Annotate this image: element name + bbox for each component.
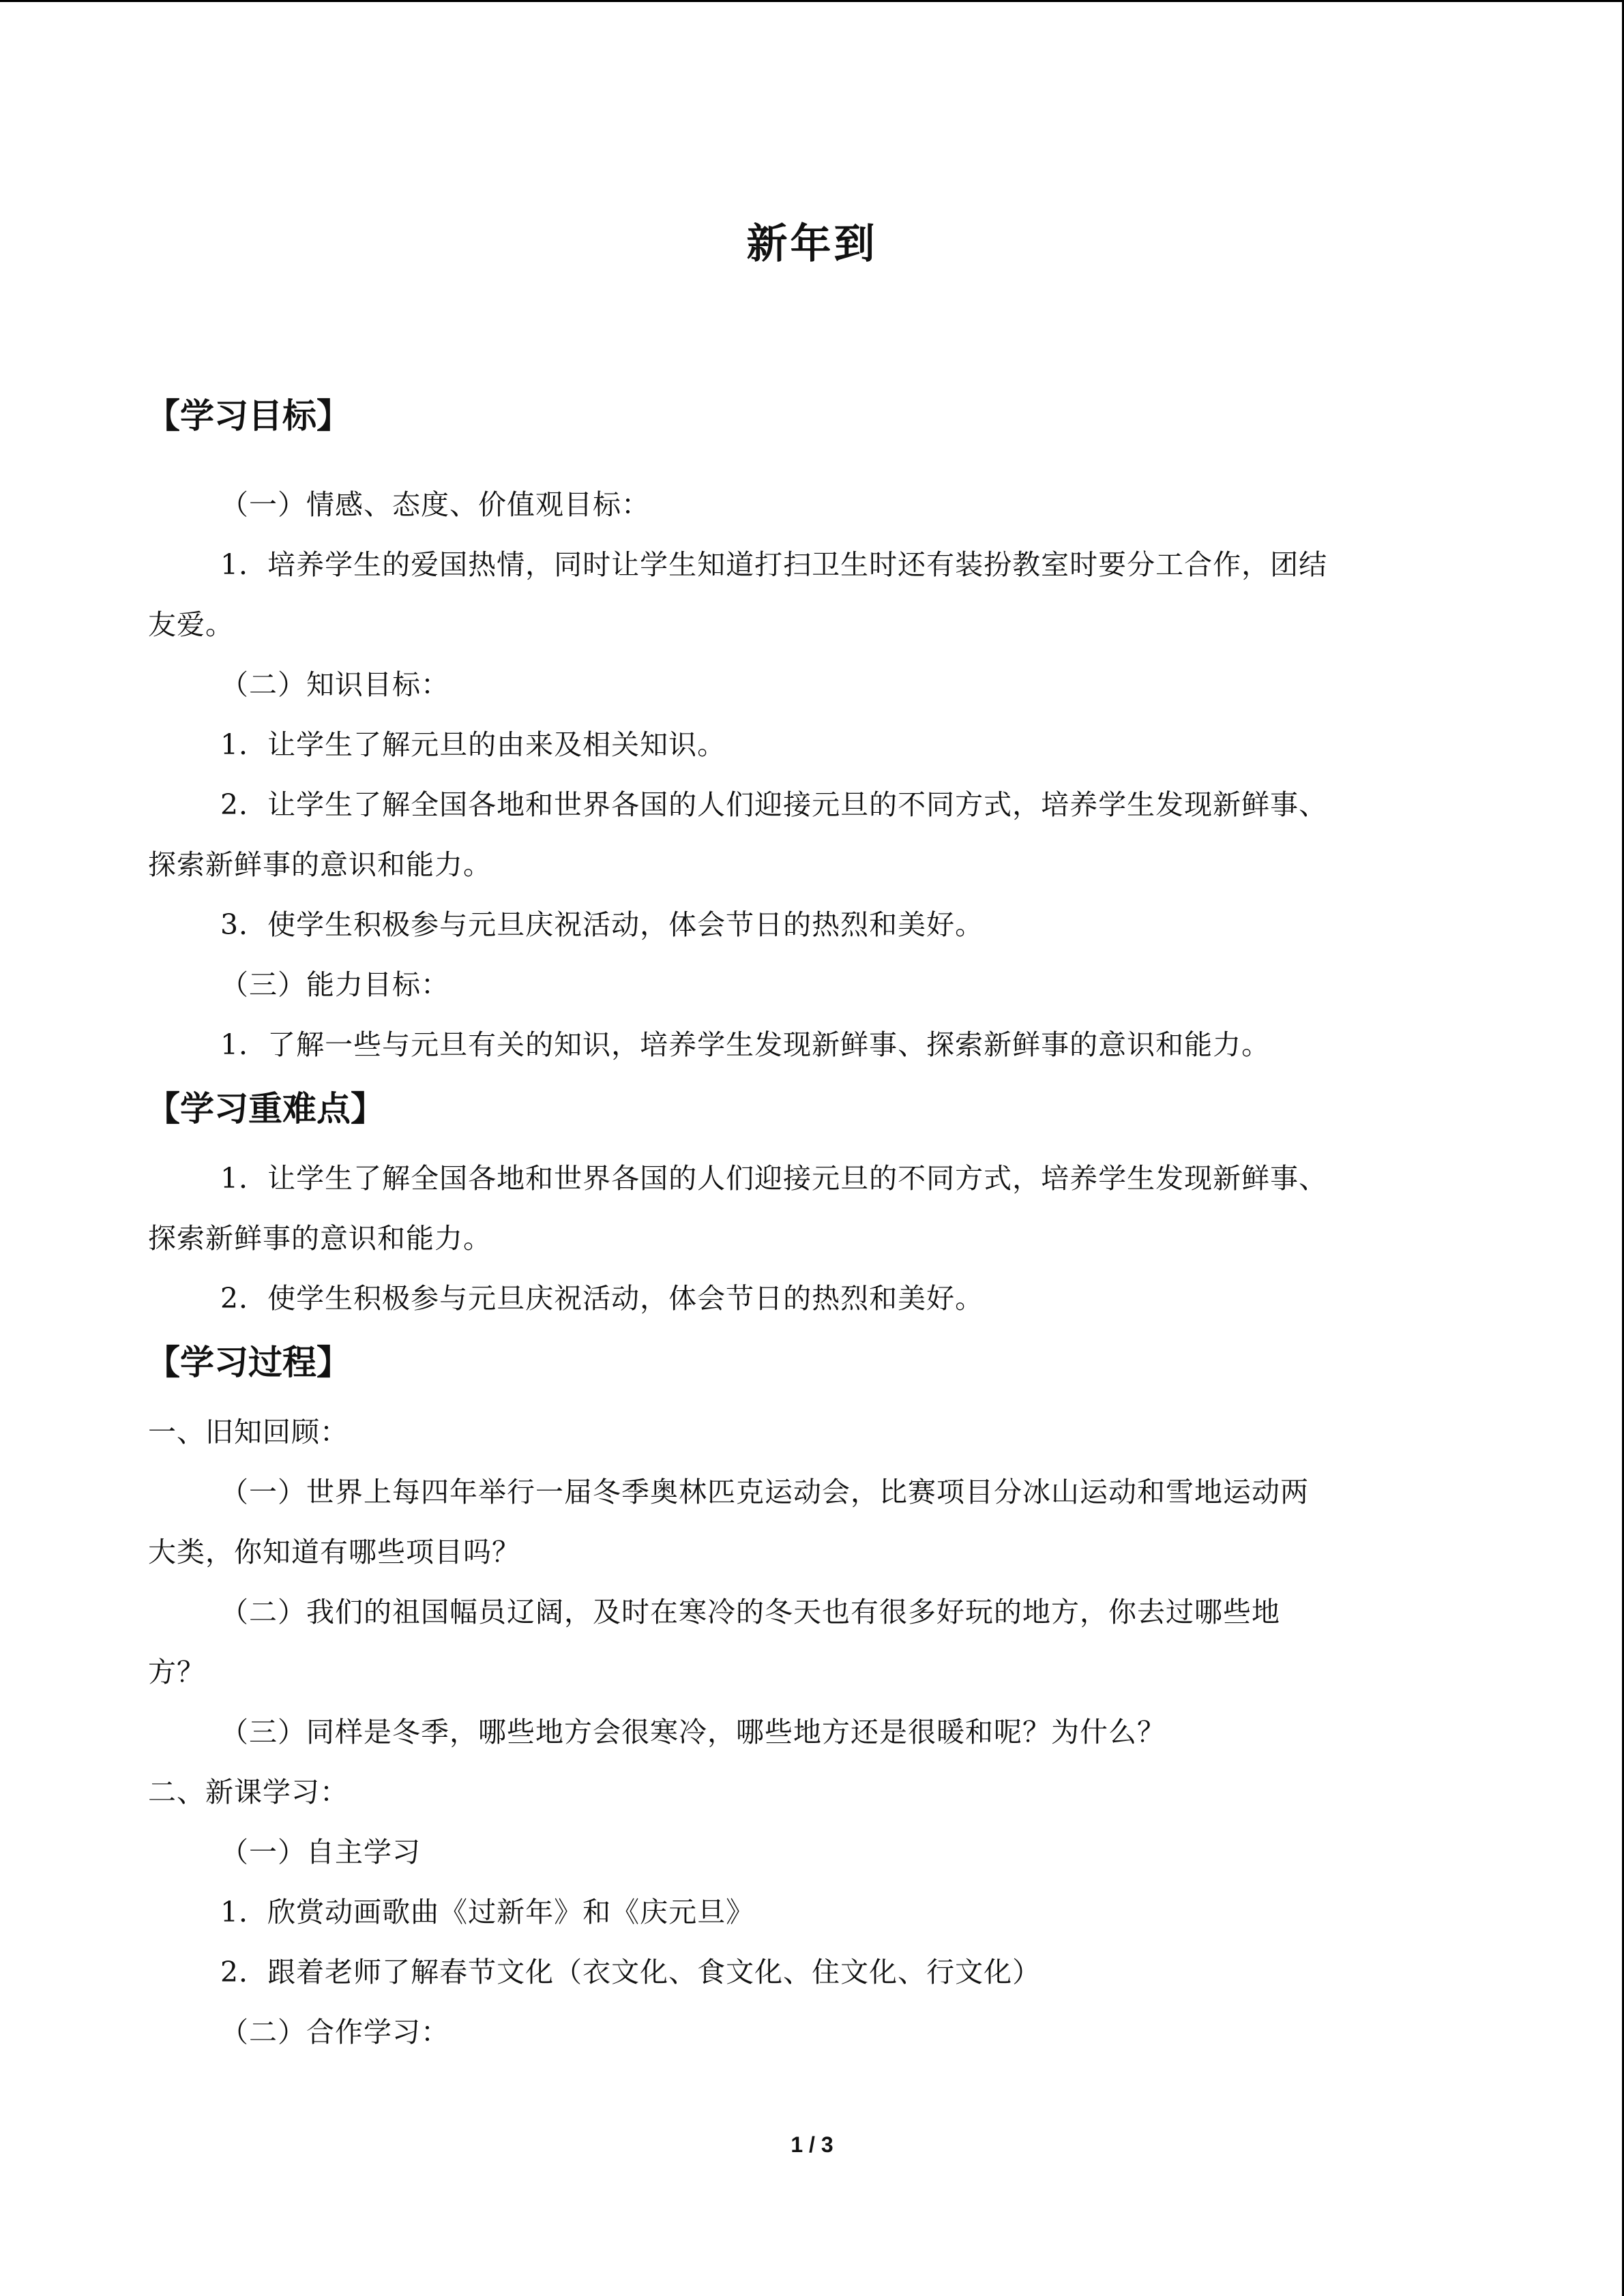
paragraph: 1．让学生了解全国各地和世界各国的人们迎接元旦的不同方式，培养学生发现新鲜事、 — [220, 1162, 1328, 1195]
paragraph: 二、新课学习： — [148, 1776, 349, 1808]
paragraph: （三）能力目标： — [220, 968, 449, 1001]
paragraph: （一）情感、态度、价值观目标： — [220, 488, 650, 521]
paragraph: 1．欣赏动画歌曲《过新年》和《庆元旦》 — [220, 1896, 755, 1928]
paragraph: （二）我们的祖国幅员辽阔，及时在寒冷的冬天也有很多好玩的地方，你去过哪些地 — [220, 1596, 1280, 1628]
paragraph: 3．使学生积极参与元旦庆祝活动，体会节日的热烈和美好。 — [220, 908, 984, 941]
document-title: 新年到 — [746, 220, 878, 268]
paragraph: （二）知识目标： — [220, 668, 449, 701]
paragraph: （二）合作学习： — [220, 2016, 449, 2048]
document-body — [148, 382, 1478, 2062]
paragraph: （一）自主学习 — [220, 1836, 421, 1868]
section-heading-process: 【学习过程】 — [146, 1343, 351, 1382]
paragraph: 探索新鲜事的意识和能力。 — [148, 1222, 492, 1255]
paragraph: 2．使学生积极参与元旦庆祝活动，体会节日的热烈和美好。 — [220, 1282, 984, 1315]
section-heading-goals: 【学习目标】 — [146, 396, 351, 436]
paragraph: 1．让学生了解元旦的由来及相关知识。 — [220, 728, 726, 761]
paragraph: 1．培养学生的爱国热情，同时让学生知道打扫卫生时还有装扮教室时要分工合作，团结 — [220, 548, 1328, 581]
paragraph: （一）世界上每四年举行一届冬季奥林匹克运动会，比赛项目分冰山运动和雪地运动两 — [220, 1476, 1309, 1508]
paragraph: （三）同样是冬季，哪些地方会很寒冷，哪些地方还是很暖和呢？为什么？ — [220, 1716, 1166, 1748]
section-heading-keypoints: 【学习重难点】 — [146, 1089, 385, 1129]
paragraph: 1．了解一些与元旦有关的知识，培养学生发现新鲜事、探索新鲜事的意识和能力。 — [220, 1028, 1271, 1061]
paragraph: 一、旧知回顾： — [148, 1416, 349, 1448]
page-border-top — [0, 0, 1624, 2]
paragraph: 2．跟着老师了解春节文化（衣文化、食文化、住文化、行文化） — [220, 1956, 1042, 1988]
page-number: 1 / 3 — [791, 2132, 833, 2157]
paragraph: 2．让学生了解全国各地和世界各国的人们迎接元旦的不同方式，培养学生发现新鲜事、 — [220, 788, 1328, 821]
paragraph: 友爱。 — [148, 608, 234, 641]
paragraph: 大类，你知道有哪些项目吗？ — [148, 1536, 520, 1568]
paragraph: 探索新鲜事的意识和能力。 — [148, 848, 492, 881]
paragraph: 方？ — [148, 1656, 205, 1688]
